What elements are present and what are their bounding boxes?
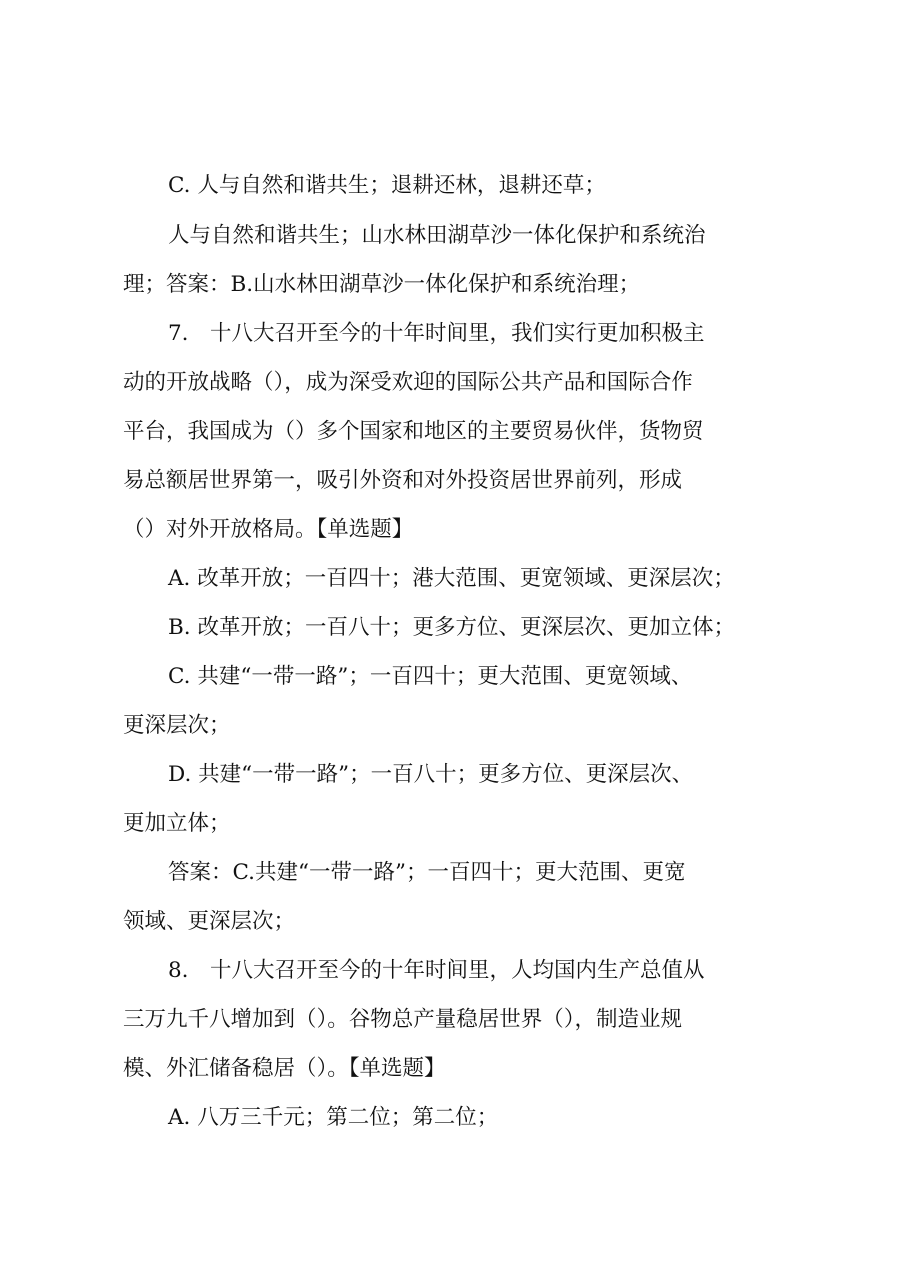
option-b-q7: B. 改革开放；一百八十；更多方位、更深层次、更加立体； [168,615,735,640]
answer-q6-line-1: 人与自然和谐共生；山水林田湖草沙一体化保护和系统治 [168,223,706,248]
question-8-line-3: 模、外汇储备稳居（）。【单选题】 [123,1056,446,1081]
option-c-q7-line-2: 更深层次； [123,713,231,738]
answer-q7-line-2: 领域、更深层次； [123,909,296,934]
option-a-q8: A. 八万三千元；第二位；第二位； [168,1105,499,1130]
question-7-line-2: 动的开放战略（），成为深受欢迎的国际公共产品和国际合作 [123,370,693,395]
answer-q6-line-2: 理；答案：B.山水林田湖草沙一体化保护和系统治理； [123,272,641,297]
option-d-q7-line-2: 更加立体； [123,811,231,836]
question-8-line-1: 8. 十八大召开至今的十年时间里，人均国内生产总值从 [168,958,705,983]
option-a-q7: A. 改革开放；一百四十；港大范围、更宽领域、更深层次； [168,566,735,591]
question-8-line-2: 三万九千八增加到（）。谷物总产量稳居世界（），制造业规 [123,1007,683,1032]
option-c-q7-line-1: C. 共建“一带一路”；一百四十；更大范围、更宽领域、 [168,664,693,689]
question-7-line-3: 平台，我国成为（）多个国家和地区的主要贸易伙伴，货物贸 [123,419,704,444]
option-d-q7-line-1: D. 共建“一带一路”；一百八十；更多方位、更深层次、 [168,762,694,787]
question-7-line-4: 易总额居世界第一，吸引外资和对外投资居世界前列，形成 [123,468,683,493]
question-7-line-1: 7. 十八大召开至今的十年时间里，我们实行更加积极主 [168,321,705,346]
question-7-line-5: （）对外开放格局。【单选题】 [123,517,414,542]
answer-q7-line-1: 答案：C.共建“一带一路”；一百四十；更大范围、更宽 [168,860,686,885]
option-c-q6: C. 人与自然和谐共生；退耕还林，退耕还草； [168,173,606,198]
